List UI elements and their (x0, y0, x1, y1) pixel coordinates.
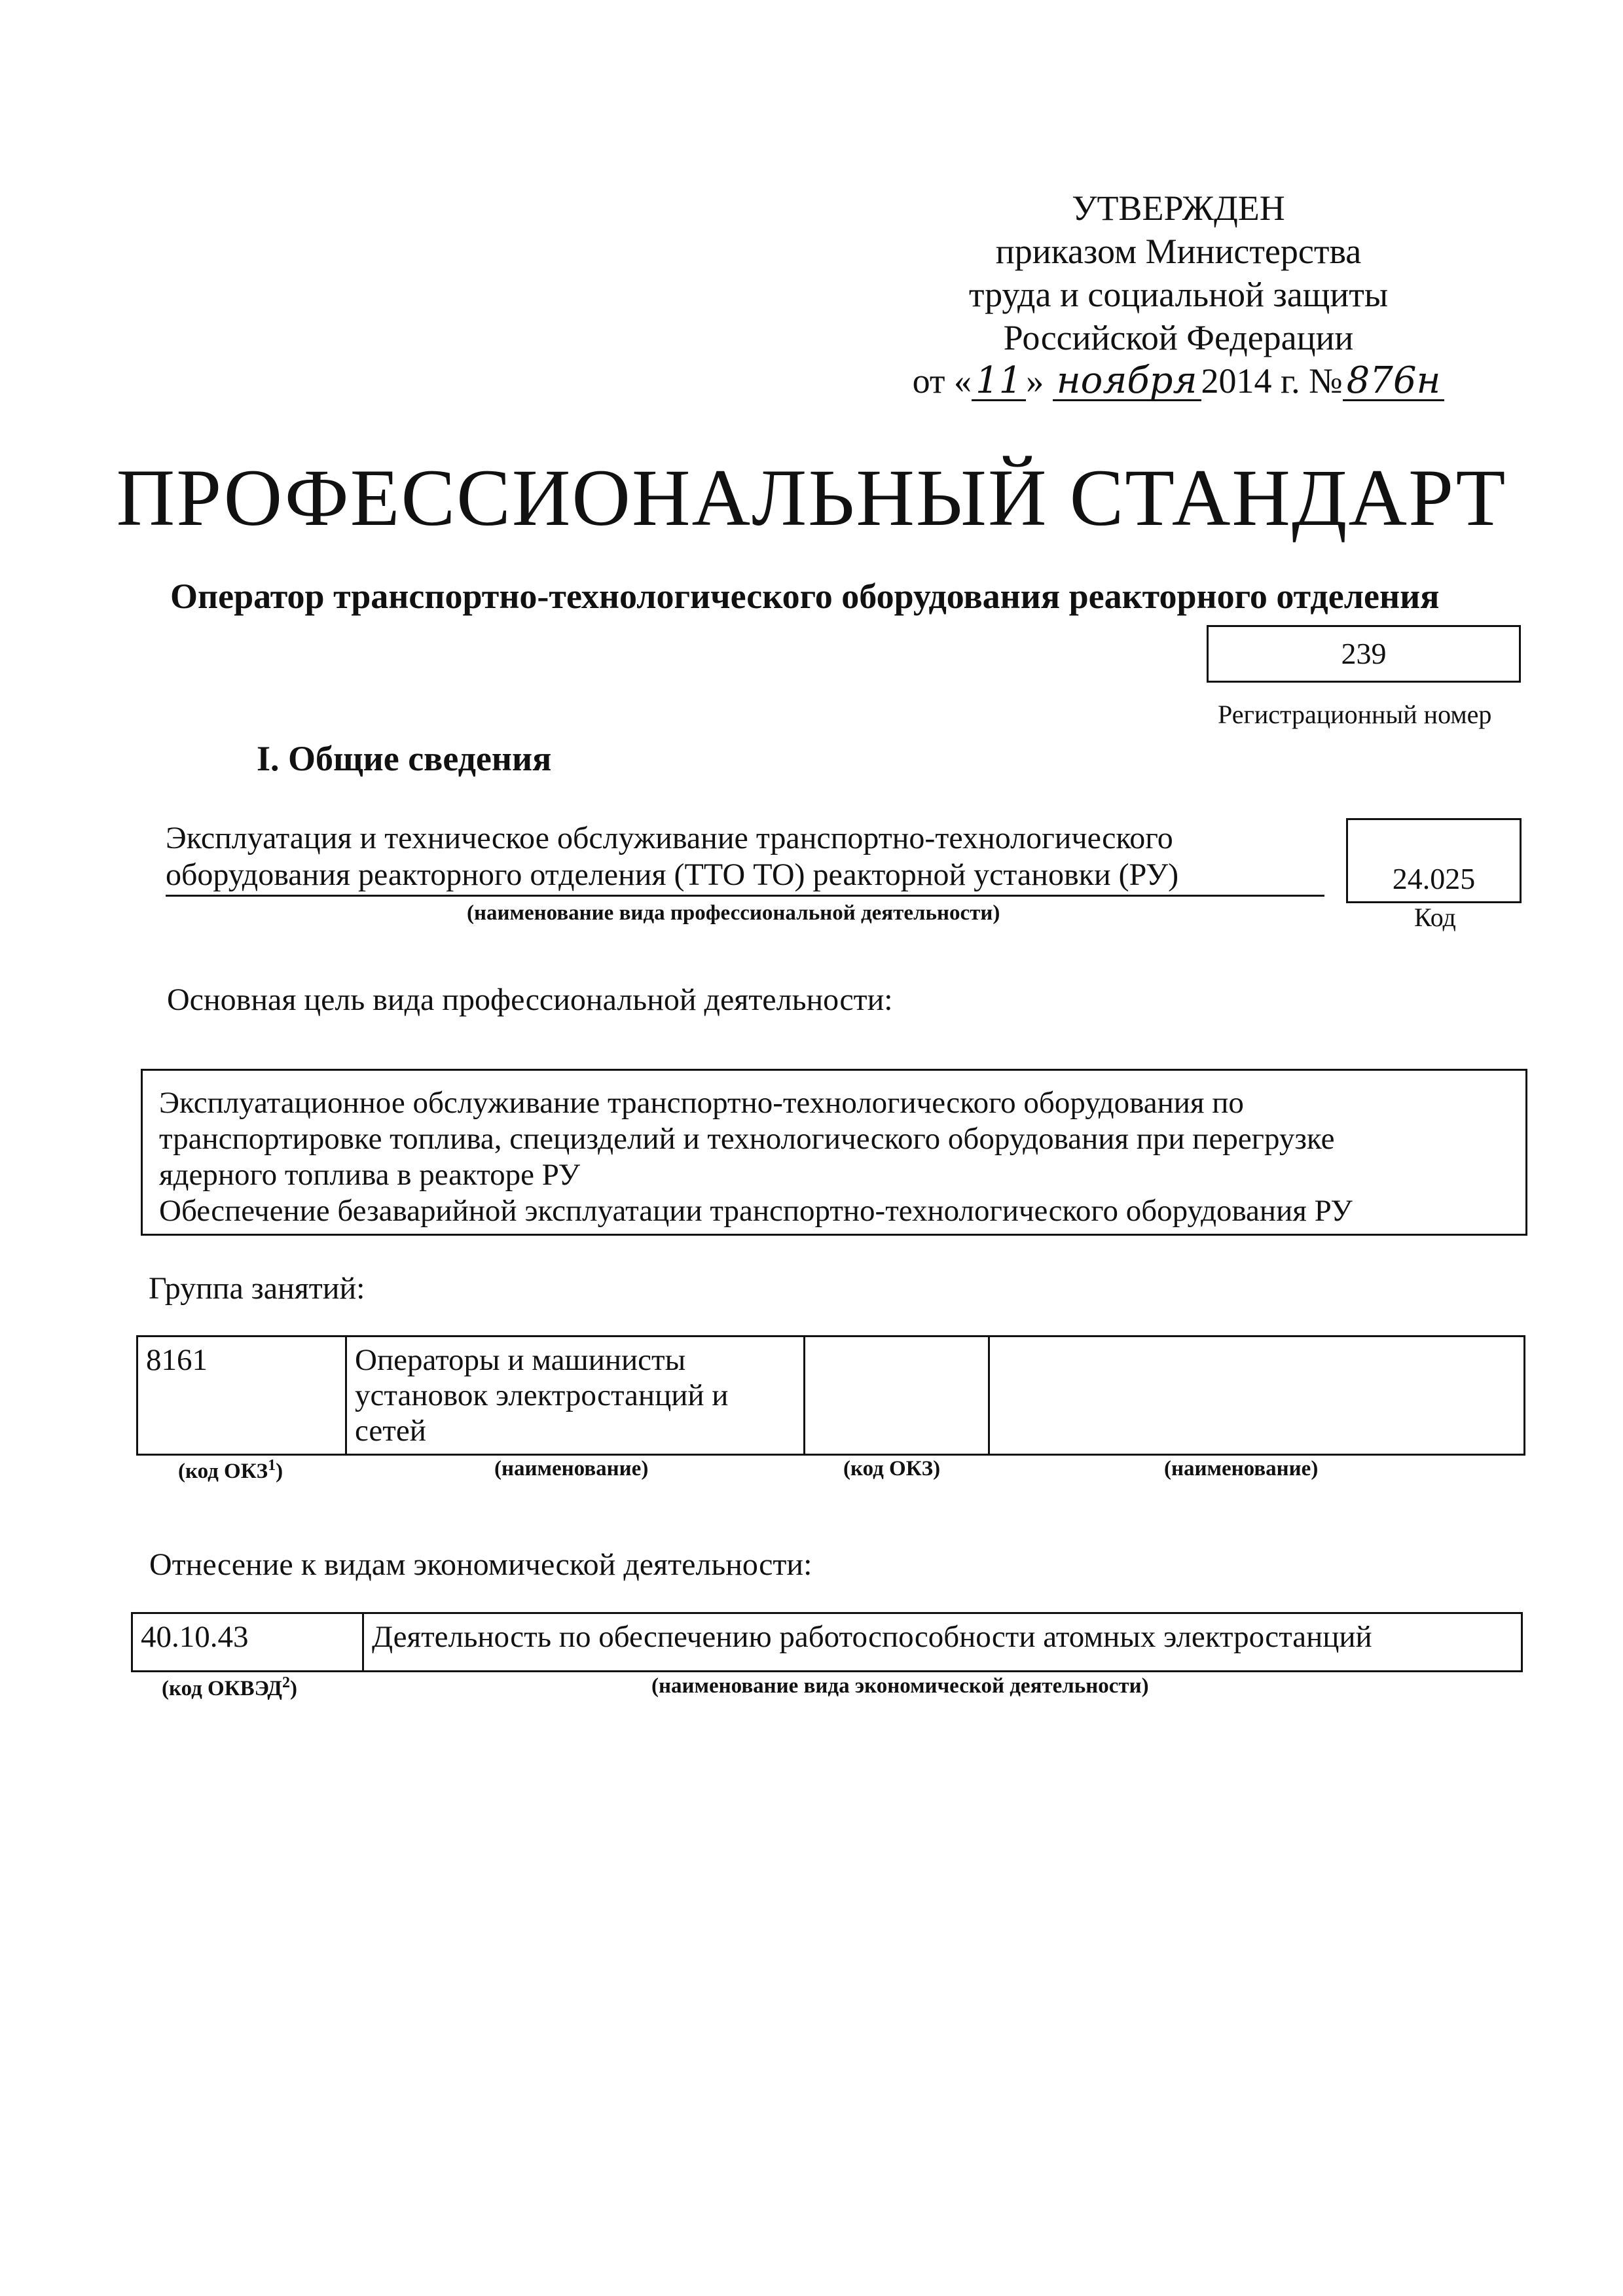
purpose-label: Основная цель вида профессиональной деятельности: (167, 982, 893, 1017)
okved-code-cell: 40.10.43 (132, 1613, 363, 1672)
table-row (137, 1336, 1525, 1455)
registration-number-box: 239 (1207, 625, 1521, 683)
approval-block (851, 187, 1506, 403)
code-label: Код (1414, 903, 1456, 932)
approval-date-line (851, 359, 1506, 403)
date-day-handwritten: 11 (972, 363, 1026, 401)
registration-number-label: Регистрационный номер (1218, 700, 1492, 729)
activity-name (166, 820, 1324, 897)
okved-name-caption: (наименование вида экономической деятельности) (651, 1674, 1149, 1698)
activity-code-box (1346, 818, 1522, 903)
approval-heading: УТВЕРЖДЕН (1072, 188, 1285, 228)
date-month-handwritten: ноября (1053, 363, 1201, 401)
okz-code-cell: 8161 (137, 1336, 346, 1455)
economic-activity-table (131, 1612, 1523, 1672)
okz-code-caption: (код ОКЗ$^1$) (178, 1457, 283, 1483)
purpose-box (141, 1069, 1527, 1236)
approval-line-country: Российской Федерации (1003, 318, 1354, 357)
order-number-handwritten: 876н (1343, 363, 1445, 401)
okz-name-cell-2 (989, 1336, 1525, 1455)
occupation-group-label: Группа занятий: (149, 1271, 365, 1306)
okz-code-caption-2: (код ОКЗ) (843, 1457, 941, 1480)
section-heading: I. Общие сведения (257, 739, 552, 778)
purpose-line: транспортировке топлива, специзделий и технологического оборудования при перегрузке (159, 1122, 1335, 1156)
approval-line-ministry: труда и социальной защиты (968, 275, 1389, 314)
standard-name: Оператор транспортно-технологического оборудования реакторного отделения (170, 577, 1440, 616)
purpose-line: ядерного топлива в реакторе РУ (159, 1158, 580, 1192)
activity-line-2: оборудования реакторного отделения (ТТО ТО) реакторной установки (РУ) (166, 857, 1324, 897)
table-row (132, 1613, 1522, 1672)
purpose-line: Обеспечение безаварийной эксплуатации транспортно-технологического оборудования РУ (159, 1194, 1353, 1228)
okz-name-cell: Операторы и машинисты установок электростанций и сетей (346, 1336, 805, 1455)
economic-activity-label: Отнесение к видам экономической деятельности: (149, 1547, 812, 1582)
okz-name-caption: (наименование) (494, 1457, 649, 1480)
occupation-group-table (136, 1335, 1525, 1456)
okved-code-caption: (код ОКВЭД$^2$) (162, 1674, 297, 1700)
approval-line-order: приказом Министерства (995, 232, 1362, 271)
date-mid: » (1026, 361, 1044, 401)
activity-caption: (наименование вида профессиональной деятельности) (467, 901, 1000, 925)
date-prefix: от « (912, 361, 972, 401)
activity-code: 24.025 (1392, 862, 1476, 895)
activity-line-1: Эксплуатация и техническое обслуживание транспортно-технологического (166, 821, 1173, 855)
date-year: 2014 г. № (1201, 361, 1343, 401)
okz-code-cell-2 (805, 1336, 989, 1455)
okved-name-cell: Деятельность по обеспечению работоспособности атомных электростанций (363, 1613, 1522, 1672)
document-title: ПРОФЕССИОНАЛЬНЫЙ СТАНДАРТ (116, 453, 1507, 543)
purpose-line: Эксплуатационное обслуживание транспортно-технологического оборудования по (159, 1086, 1244, 1120)
okz-name-caption-2: (наименование) (1164, 1457, 1319, 1480)
